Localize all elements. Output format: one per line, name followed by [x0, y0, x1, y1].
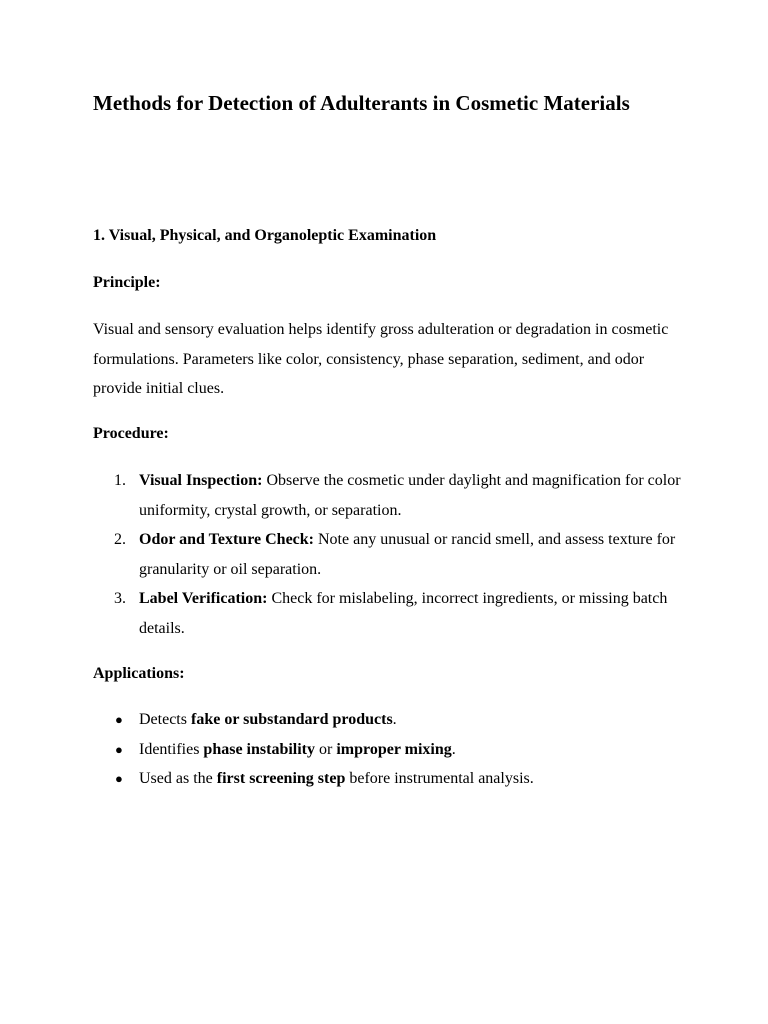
bullet-icon: ● — [115, 771, 123, 786]
section-heading: 1. Visual, Physical, and Organoleptic Examination — [93, 227, 437, 244]
application-emphasis: improper mixing — [336, 740, 452, 758]
step-number: 3. — [114, 590, 126, 607]
step-number: 1. — [114, 472, 126, 489]
application-item — [93, 735, 693, 765]
application-text: Identifies — [139, 740, 204, 758]
application-text: Used as the — [139, 770, 217, 787]
application-emphasis: first screening step — [216, 770, 346, 787]
step-text: Check for mislabeling, incorrect ingredients, or missing batch details. — [139, 590, 668, 637]
procedure-list — [93, 466, 693, 643]
applications-label: Applications: — [93, 665, 185, 682]
application-item — [93, 705, 693, 735]
step-number: 2. — [114, 531, 126, 548]
application-text: Detects — [139, 711, 191, 728]
principle-label: Principle: — [93, 274, 161, 291]
application-item — [93, 764, 693, 794]
applications-list — [93, 705, 693, 794]
application-text: . — [392, 711, 397, 728]
procedure-step — [93, 466, 693, 525]
step-title: Odor and Texture Check: — [139, 531, 314, 548]
step-text: Note any unusual or rancid smell, and assess texture for granularity or oil separation. — [139, 531, 676, 578]
application-emphasis: phase instability — [203, 740, 316, 758]
application-text: before instrumental analysis. — [345, 770, 534, 787]
step-title: Visual Inspection: — [139, 472, 263, 489]
principle-paragraph: Visual and sensory evaluation helps identify gross adulteration or degradation in cosmetic formulations. Parameters like color, consistency, phase separation, sediment, and odor provide initial clues. — [93, 321, 669, 397]
application-emphasis: fake or substandard products — [190, 711, 393, 728]
application-text: or — [315, 740, 337, 758]
step-text: Observe the cosmetic under daylight and magnification for color uniformity, crystal growth, or separation. — [139, 472, 681, 519]
bullet-icon: ● — [115, 712, 123, 727]
application-text: . — [451, 740, 456, 758]
bullet-icon: ● — [115, 741, 123, 757]
procedure-label: Procedure: — [93, 425, 169, 442]
procedure-step — [93, 584, 693, 643]
document-title: Methods for Detection of Adulterants in Cosmetic Materials — [93, 91, 630, 115]
step-title: Label Verification: — [139, 590, 268, 607]
procedure-step — [93, 525, 693, 584]
